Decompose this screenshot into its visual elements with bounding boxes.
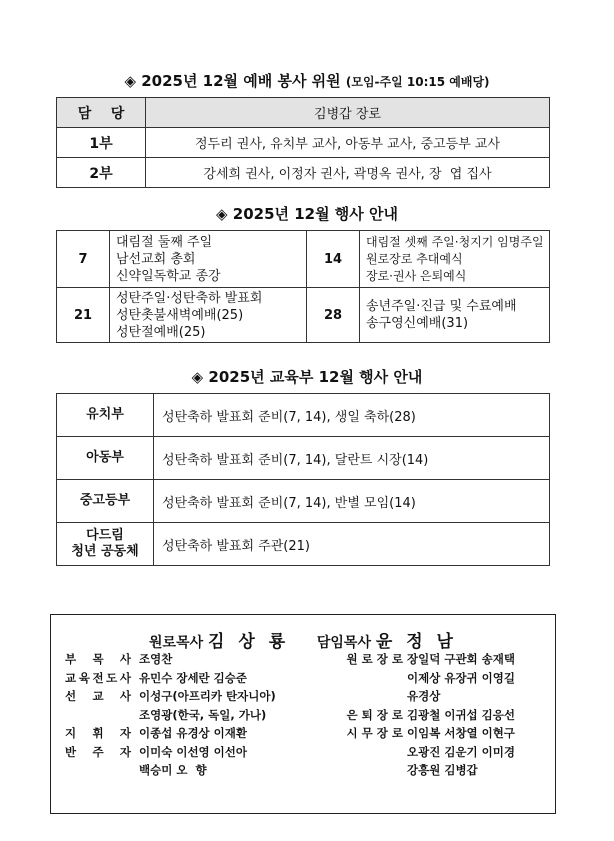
staff-names: 조영광(한국, 독일, 가나) [139,707,267,722]
event-line: 성탄촛불새벽예배(25) [116,307,244,323]
education-table [56,393,550,566]
staff-names: 강흥원 김병갑 [407,763,478,777]
service-row [57,158,550,188]
events-title: ◈ 2025년 12월 행사 안내 [216,205,398,223]
event-line: 남선교회 총회 [116,251,196,267]
event-line: 대림절 둘째 주일 [116,234,213,250]
event-line: 신약일독학교 종강 [116,268,221,284]
education-row [57,480,550,523]
event-details [360,288,550,343]
service-header-label: 담 당 [57,98,146,128]
staff-role: 원 로 장 로 [346,652,403,666]
service-title [0,70,614,91]
education-row [57,394,550,437]
staff-names: 장일덕 구관회 송재택 [407,652,515,666]
service-title-text: ◈ 2025년 12월 예배 봉사 위원 [124,72,341,90]
dept-name: 유치부 [57,394,154,437]
event-day: 21 [57,288,110,343]
staff-names: 조영찬 [139,652,173,666]
staff-names: 유민수 장세란 김승준 [139,670,247,685]
senior-title: 담임목사 [316,635,371,651]
events-table [56,230,550,343]
dept-activity: 성탄축하 발표회 주관(21) [154,523,550,566]
events-row [57,231,550,288]
events-row [57,288,550,343]
staff-role: 선 교 사 [65,689,131,703]
event-line: 성탄주일·성탄축하 발표회 [116,290,263,306]
event-day: 28 [307,288,360,343]
service-header-row [57,98,550,128]
dept-name: 중고등부 [57,480,154,523]
dept-name [57,523,154,566]
dept-activity: 성탄축하 발표회 준비(7, 14), 반별 모임(14) [154,480,550,523]
event-line: 대림절 셋째 주일·청지기 임명주일 [366,234,544,249]
dept-activity: 성탄축하 발표회 준비(7, 14), 달란트 시장(14) [154,437,550,480]
service-row [57,128,550,158]
event-details [360,231,550,288]
event-line: 원로장로 추대예식 [366,251,463,266]
staff-names: 김광철 이귀섭 김응선 [407,707,515,722]
event-line: 송년주일·진급 및 수료예배 [366,299,517,314]
service-table [56,97,550,188]
staff-role: 지 휘 자 [65,726,131,740]
emeritus-name: 김 상 룡 [208,632,290,652]
dept-name: 아동부 [57,437,154,480]
service-row-label: 1부 [57,128,146,158]
staff-names: 이성구(아프리카 탄자니아) [139,689,276,703]
education-row [57,523,550,566]
service-row-label: 2부 [57,158,146,188]
staff-role: 교 육 전 도 사 [65,670,131,685]
service-subtitle: (모임-주일 10:15 예배당) [345,75,490,89]
service-row-value: 강세희 권사, 이정자 권사, 곽명옥 권사, 장 엽 집사 [146,158,550,188]
staff-role: 반 주 자 [65,744,131,759]
education-row [57,437,550,480]
pastors-header [51,627,555,652]
service-header-value: 김병갑 장로 [146,98,550,128]
staff-role: 부 목 사 [65,652,131,666]
staff-names: 유경상 [407,689,441,703]
event-details [110,231,307,288]
staff-role: 은 퇴 장 로 [346,707,403,722]
event-day: 14 [307,231,360,288]
event-day: 7 [57,231,110,288]
dept-activity: 성탄축하 발표회 준비(7, 14), 생일 축하(28) [154,394,550,437]
staff-names: 오광진 김운기 이미경 [407,744,515,759]
staff-names: 이제상 유장귀 이영길 [407,670,515,685]
service-row-value: 정두리 권사, 유치부 교사, 아동부 교사, 중고등부 교사 [146,128,550,158]
staff-role: 시 무 장 로 [346,726,403,740]
education-title: ◈ 2025년 교육부 12월 행사 안내 [191,368,423,386]
pastors-box [50,614,556,814]
event-line: 성탄절예배(25) [116,324,206,340]
emeritus-title: 원로목사 [149,635,204,651]
staff-names: 이임복 서창열 이현구 [407,726,515,740]
event-line: 장로·권사 은퇴예식 [366,268,467,283]
staff-names: 이종섭 유경상 이재환 [139,726,247,740]
dept-name-line: 청년 공동체 [71,544,139,559]
event-line: 송구영신예배(31) [366,316,469,331]
staff-names: 백승미 오 향 [139,763,207,777]
staff-names: 이미숙 이선영 이선아 [139,744,247,759]
senior-name: 윤 정 남 [375,632,457,652]
dept-name-line: 다드림 [86,528,124,543]
event-details [110,288,307,343]
